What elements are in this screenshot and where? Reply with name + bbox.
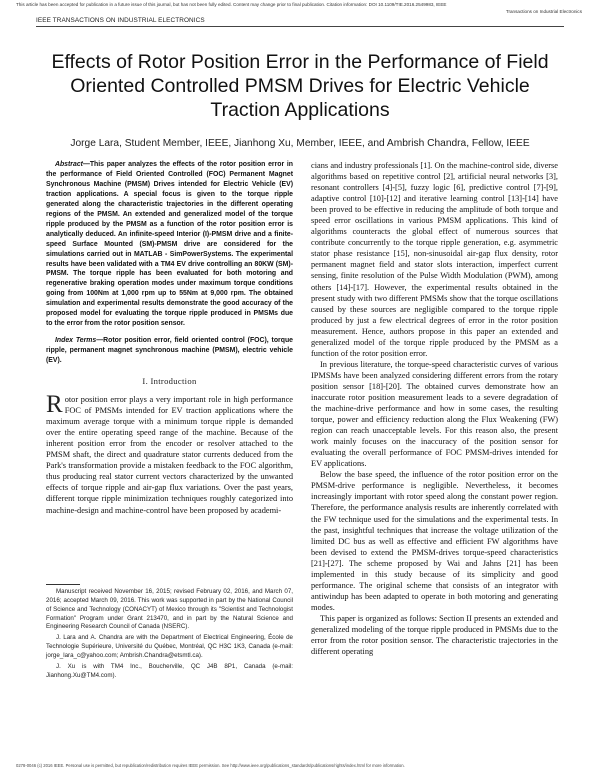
intro-paragraph-3: Below the base speed, the influence of the rotor position error on the PMSM-drive performance is negligible. Nevertheless, it becomes increasingly important with rotor speed along the constant power region. Therefore, the performance analysis results are inherently correlated with the FW technique used for the simulations and the experimental tests. In the past, insightful techniques that increase the voltage utilization of the limited DC bus as well as effective and efficient FW algorithms have been devised to extend the PMSM-drives torque-speed characteristics [21]-[27]. The scheme proposed by Wai and Jahns [21] has been implemented in this study because of its simplicity and good performance. The original scheme that consists of an integrator with antiwindup has been adapted to operate in both motoring and generating modes. [311,470,558,612]
index-terms-label: Index Terms [55,337,97,345]
abstract [46,160,293,329]
footnote-affiliation-ets: J. Lara and A. Chandra are with the Department of Electrical Engineering, École de Technologie Supérieure, Université du Québec, Montréal, QC H3C 1K3, Canada (e-mail: jorge_lara_c@yahoo.com; Ambrish.Chandra@etsmtl.ca). [46,634,293,659]
header-rule [36,26,564,27]
footnotes [46,584,293,682]
footnote-rule [46,584,80,585]
intro-left-text: otor position error plays a very important role in high performance FOC of PMSMs intended for EV traction applications where the maximum average torque with a minimum torque ripple is demanded over the entire operating speed range of the machine. Because of the inherent position error from the encoder or resolver attached to the PMSM shaft, the direct and quadrature stator currents deduced from the Park's transformation provide a mistaken feedback to the FOC algorithm, thus producing real stator current vectors characterized by the unwanted effects of torque ripple and air-gap flux variations. Over the past years, different torque ripple minimization techniques roughly categorized into machine-design and machine-control have been proposed by academi- [46,395,293,515]
intro-paragraph-2: In previous literature, the torque-speed characteristic curves of various IPMSMs have been analyzed considering different errors from the rotary position sensor [18]-[20]. The obtained curves demonstrate how an inaccurate rotor position measurement leads to a severe degradation of the machine-drive performance and how in some cases, the resulting torque, power and efficiency reduction along the Flux Weakening (FW) region can reach unacceptable levels. For this reason also, the present work mainly focuses on the inaccuracy of the position sensor for evaluating the overall performance of FOC PMSM-drives intended for EV applications. [311,359,558,469]
journal-header: IEEE TRANSACTIONS ON INDUSTRIAL ELECTRONICS [36,17,205,24]
footnote-affiliation-tm4: J. Xu is with TM4 Inc., Boucherville, QC J4B 8P1, Canada (e-mail: Jianhong.Xu@TM4.com). [46,662,293,679]
author-list: Jorge Lara, Student Member, IEEE, Jianhong Xu, Member, IEEE, and Ambrish Chandra, Fellow, IEEE [70,138,530,149]
paper-title: Effects of Rotor Position Error in the Performance of Field Oriented Controlled PMSM Drives for Electric Vehicle Traction Applications [51,51,549,121]
intro-paragraph-1 [46,391,293,516]
section-heading-introduction: I. Introduction [142,376,197,387]
author-line [40,138,560,149]
index-terms [46,336,293,366]
index-terms-text: —Rotor position error, field oriented control (FOC), torque ripple, permanent magnet synchronous machine (PMSM), electric vehicle (EV). [46,337,293,365]
acceptance-banner: This article has been accepted for publication in a future issue of this journal, but has not been fully edited. Content may change prior to final publication. Citation information: DOI 10.1109/TIE.2016.2549983, IEEE [16,2,447,7]
drop-cap: R [46,391,63,419]
right-column [311,160,558,657]
abstract-label: Abstract [55,161,83,168]
footnote-manuscript: Manuscript received November 16, 2015; revised February 02, 2016, and March 07, 2016; accepted March 09, 2016. This work was supported in part by the National Council of Science and Technology (CONACYT) of Mexico through its "Scientist and Technologist Formation" Program under Grant 213470, and in part by the Natural Science and Engineering Research Council of Canada (NSERC). [46,588,293,631]
copyright-footer [16,763,584,768]
left-column [46,160,293,516]
intro-paragraph-1-cont: cians and industry professionals [1]. On the machine-control side, diverse algorithms based on repetitive control [2], artificial neural networks [3], resonant controllers [4]-[5], fuzzy logic [6], predictive control [7]-[9], adaptive control [10]-[12] and iterative learning control [13]-[14] have been proved to be effective in reducing the amplitude of both torque and speed error oscillations in various PMSM applications. This kind of algorithms counteracts the global effect of numerous sources that contribute concurrently to the torque ripple generation, e.g. asymmetric stator phase resistance [15], non-sinusoidal air-gap flux density, rotor permanent magnet field and stator slots interaction, imperfect current sensing, finite resolution of the Pulse Width Modulation (PWM), among others [14]-[17]. However, the experimental results obtained in the present study with two different PMSMs show that the torque oscillations caused by these sources are negligible compared to the torque ripple produced by just a few electrical degrees of error in the rotor position measurement. Hence, authors propose in this paper an extended and generalized model of the torque ripple produced by the PMSM as a function of the rotor position error. [311,161,558,358]
banner-journal-name: Transactions on Industrial Electronics [505,9,582,14]
abstract-text: —This paper analyzes the effects of the rotor position error in the performance of Field Oriented Controlled (FOC) Permanent Magnet Synchronous Machine (PMSM) Drives intended for Electric Vehicle (EV) traction applications. A special focus is given to the torque ripple generated along the characteristic trajectories in the different operating regions of the PMSM. An extended and generalized model of the torque ripple produced by the PMSM as a function of the rotor position error is analytically deduced. An infinite-speed Interior (I)-PMSM drive and a finite-speed Surface Mounted (SM)-PMSM drive are considered for the simulations carried out in MATLAB - SimPowerSystems. The experimental results have been validated with a TM4 EV drive controlling an 80KW (SM)-PMSM. The torque ripple has been evaluated for both motoring and regenerative braking operation modes under maximum torque conditions going from 100Nm at 1,000 rpm up to 55Nm at 9,000 rpm. The obtained simulation and experimental results demonstrate the good accuracy of the proposed model for evaluating the torque ripple produced in PMSMs due to the error from the rotor position sensor. [46,161,293,328]
footer-copyright-text: 0278-0046 (c) 2016 IEEE. Personal use is permitted, but republication/redistribution requires IEEE permission. See http://www.ieee.org/publications_standards/publications/rights/index.html for more information. [16,763,405,768]
intro-paragraph-4: This paper is organized as follows: Section II presents an extended and generalized modeling of the torque ripple produced in PMSMs due to the error from the rotor position sensor. The characteristic trajectories in the different operating [311,613,558,657]
